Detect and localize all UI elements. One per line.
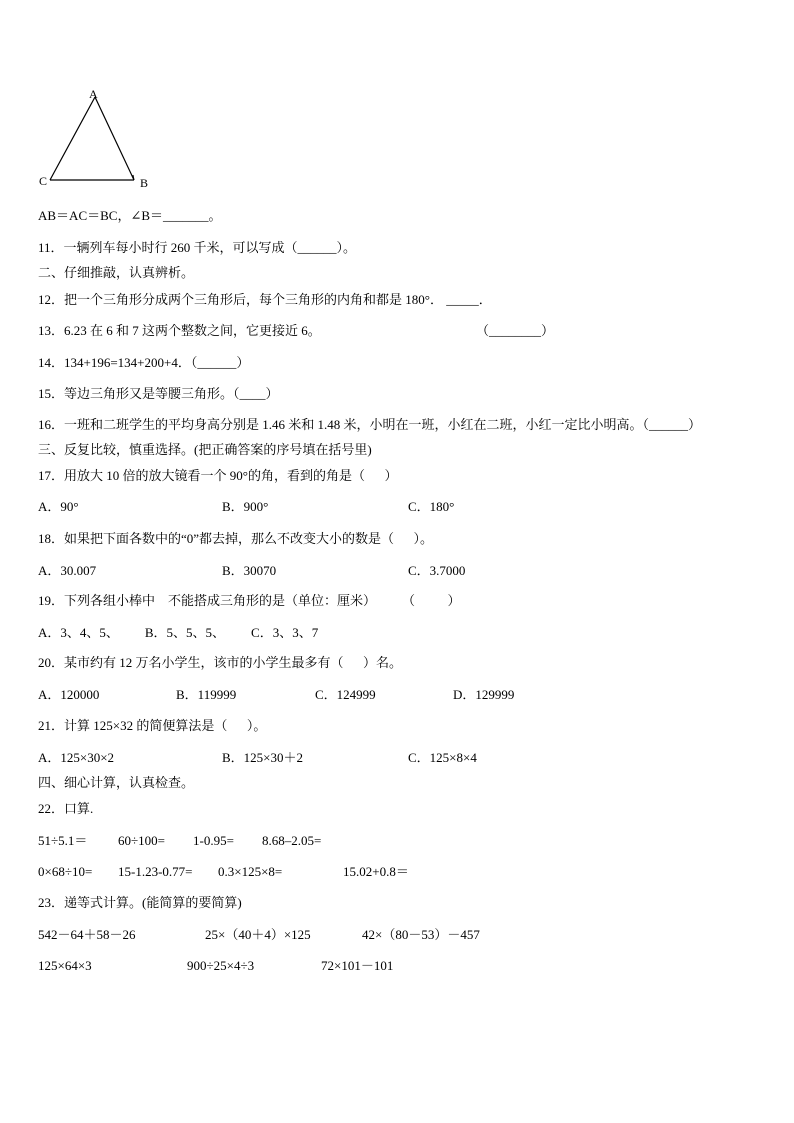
- section-2-heading: 二、仔细推敲，认真辨析。: [38, 265, 195, 280]
- q17-option-c: C．180°: [408, 499, 455, 514]
- vertex-b-label: B: [140, 176, 149, 190]
- q23-item: 25×（40＋4）×125: [205, 927, 311, 942]
- q20-option-c: C．124999: [315, 687, 376, 702]
- q20-option-a: A．120000: [38, 687, 100, 702]
- q22-item: 51÷5.1＝: [38, 833, 88, 848]
- question-20: 20．某市约有 12 万名小学生，该市的小学生最多有（ ）名。: [38, 655, 403, 670]
- question-11: 11．一辆列车每小时行 260 千米，可以写成（______）。: [38, 240, 357, 255]
- question-21: 21．计算 125×32 的简便算法是（ ）。: [38, 718, 267, 733]
- q20-option-b: B．119999: [176, 687, 237, 702]
- question-15: 15．等边三角形又是等腰三角形。（____）: [38, 386, 279, 401]
- side-ac: [50, 97, 95, 180]
- question-22: 22．口算.: [38, 801, 94, 816]
- q23-item: 42×（80－53）－457: [362, 927, 480, 942]
- question-13-blank: （________）: [476, 323, 555, 338]
- question-23: 23．递等式计算。(能简算的要简算): [38, 895, 242, 910]
- q17-option-a: A．90°: [38, 499, 79, 514]
- section-4-heading: 四、细心计算，认真检查。: [38, 775, 195, 790]
- q23-item: 900÷25×4÷3: [187, 958, 255, 973]
- question-18: 18．如果把下面各数中的“0”都去掉，那么不改变大小的数是（ ）。: [38, 531, 434, 546]
- q18-option-c: C．3.7000: [408, 563, 466, 578]
- q23-item: 125×64×3: [38, 958, 92, 973]
- question-14: 14．134+196=134+200+4．（______）: [38, 355, 250, 370]
- q21-option-a: A．125×30×2: [38, 750, 115, 765]
- q22-item: 1-0.95=: [193, 833, 234, 848]
- q23-item: 542－64＋58－26: [38, 927, 136, 942]
- q22-item: 15-1.23-0.77=: [118, 864, 193, 879]
- question-19: 19．下列各组小棒中 不能搭成三角形的是（单位：厘米） （ ）: [38, 593, 461, 608]
- q18-option-b: B．30070: [222, 563, 277, 578]
- q21-option-c: C．125×8×4: [408, 750, 477, 765]
- q23-item: 72×101－101: [321, 958, 394, 973]
- side-ab: [95, 97, 134, 180]
- question-12: 12．把一个三角形分成两个三角形后，每个三角形的内角和都是 180°． _____．: [38, 292, 492, 307]
- q22-item: 8.68–2.05=: [262, 833, 322, 848]
- section-3-heading: 三、反复比较，慎重选择。(把正确答案的序号填在括号里): [38, 442, 372, 457]
- question-16: 16．一班和二班学生的平均身高分别是 1.46 米和 1.48 米，小明在一班，小红在二班，小红一定比小明高。（______）: [38, 417, 702, 432]
- q18-option-a: A．30.007: [38, 563, 97, 578]
- vertex-a-label: A: [89, 87, 98, 101]
- question-17: 17．用放大 10 倍的放大镜看一个 90°的角，看到的角是（ ）: [38, 468, 398, 483]
- q22-item: 0.3×125×8=: [218, 864, 283, 879]
- vertex-c-label: C: [39, 174, 48, 188]
- q22-item: 0×68÷10=: [38, 864, 93, 879]
- q20-option-d: D．129999: [453, 687, 515, 702]
- q19-options: A．3、4、5、 B．5、5、5、 C．3、3、7: [38, 625, 319, 640]
- q22-item: 15.02+0.8＝: [343, 864, 409, 879]
- question-13: 13．6.23 在 6 和 7 这两个整数之间，它更接近 6。: [38, 323, 321, 338]
- q22-item: 60÷100=: [118, 833, 165, 848]
- q10-equation: AB＝AC＝BC，∠B＝_______。: [38, 208, 222, 223]
- triangle-figure: [30, 82, 160, 194]
- q17-option-b: B．900°: [222, 499, 269, 514]
- q21-option-b: B．125×30＋2: [222, 750, 304, 765]
